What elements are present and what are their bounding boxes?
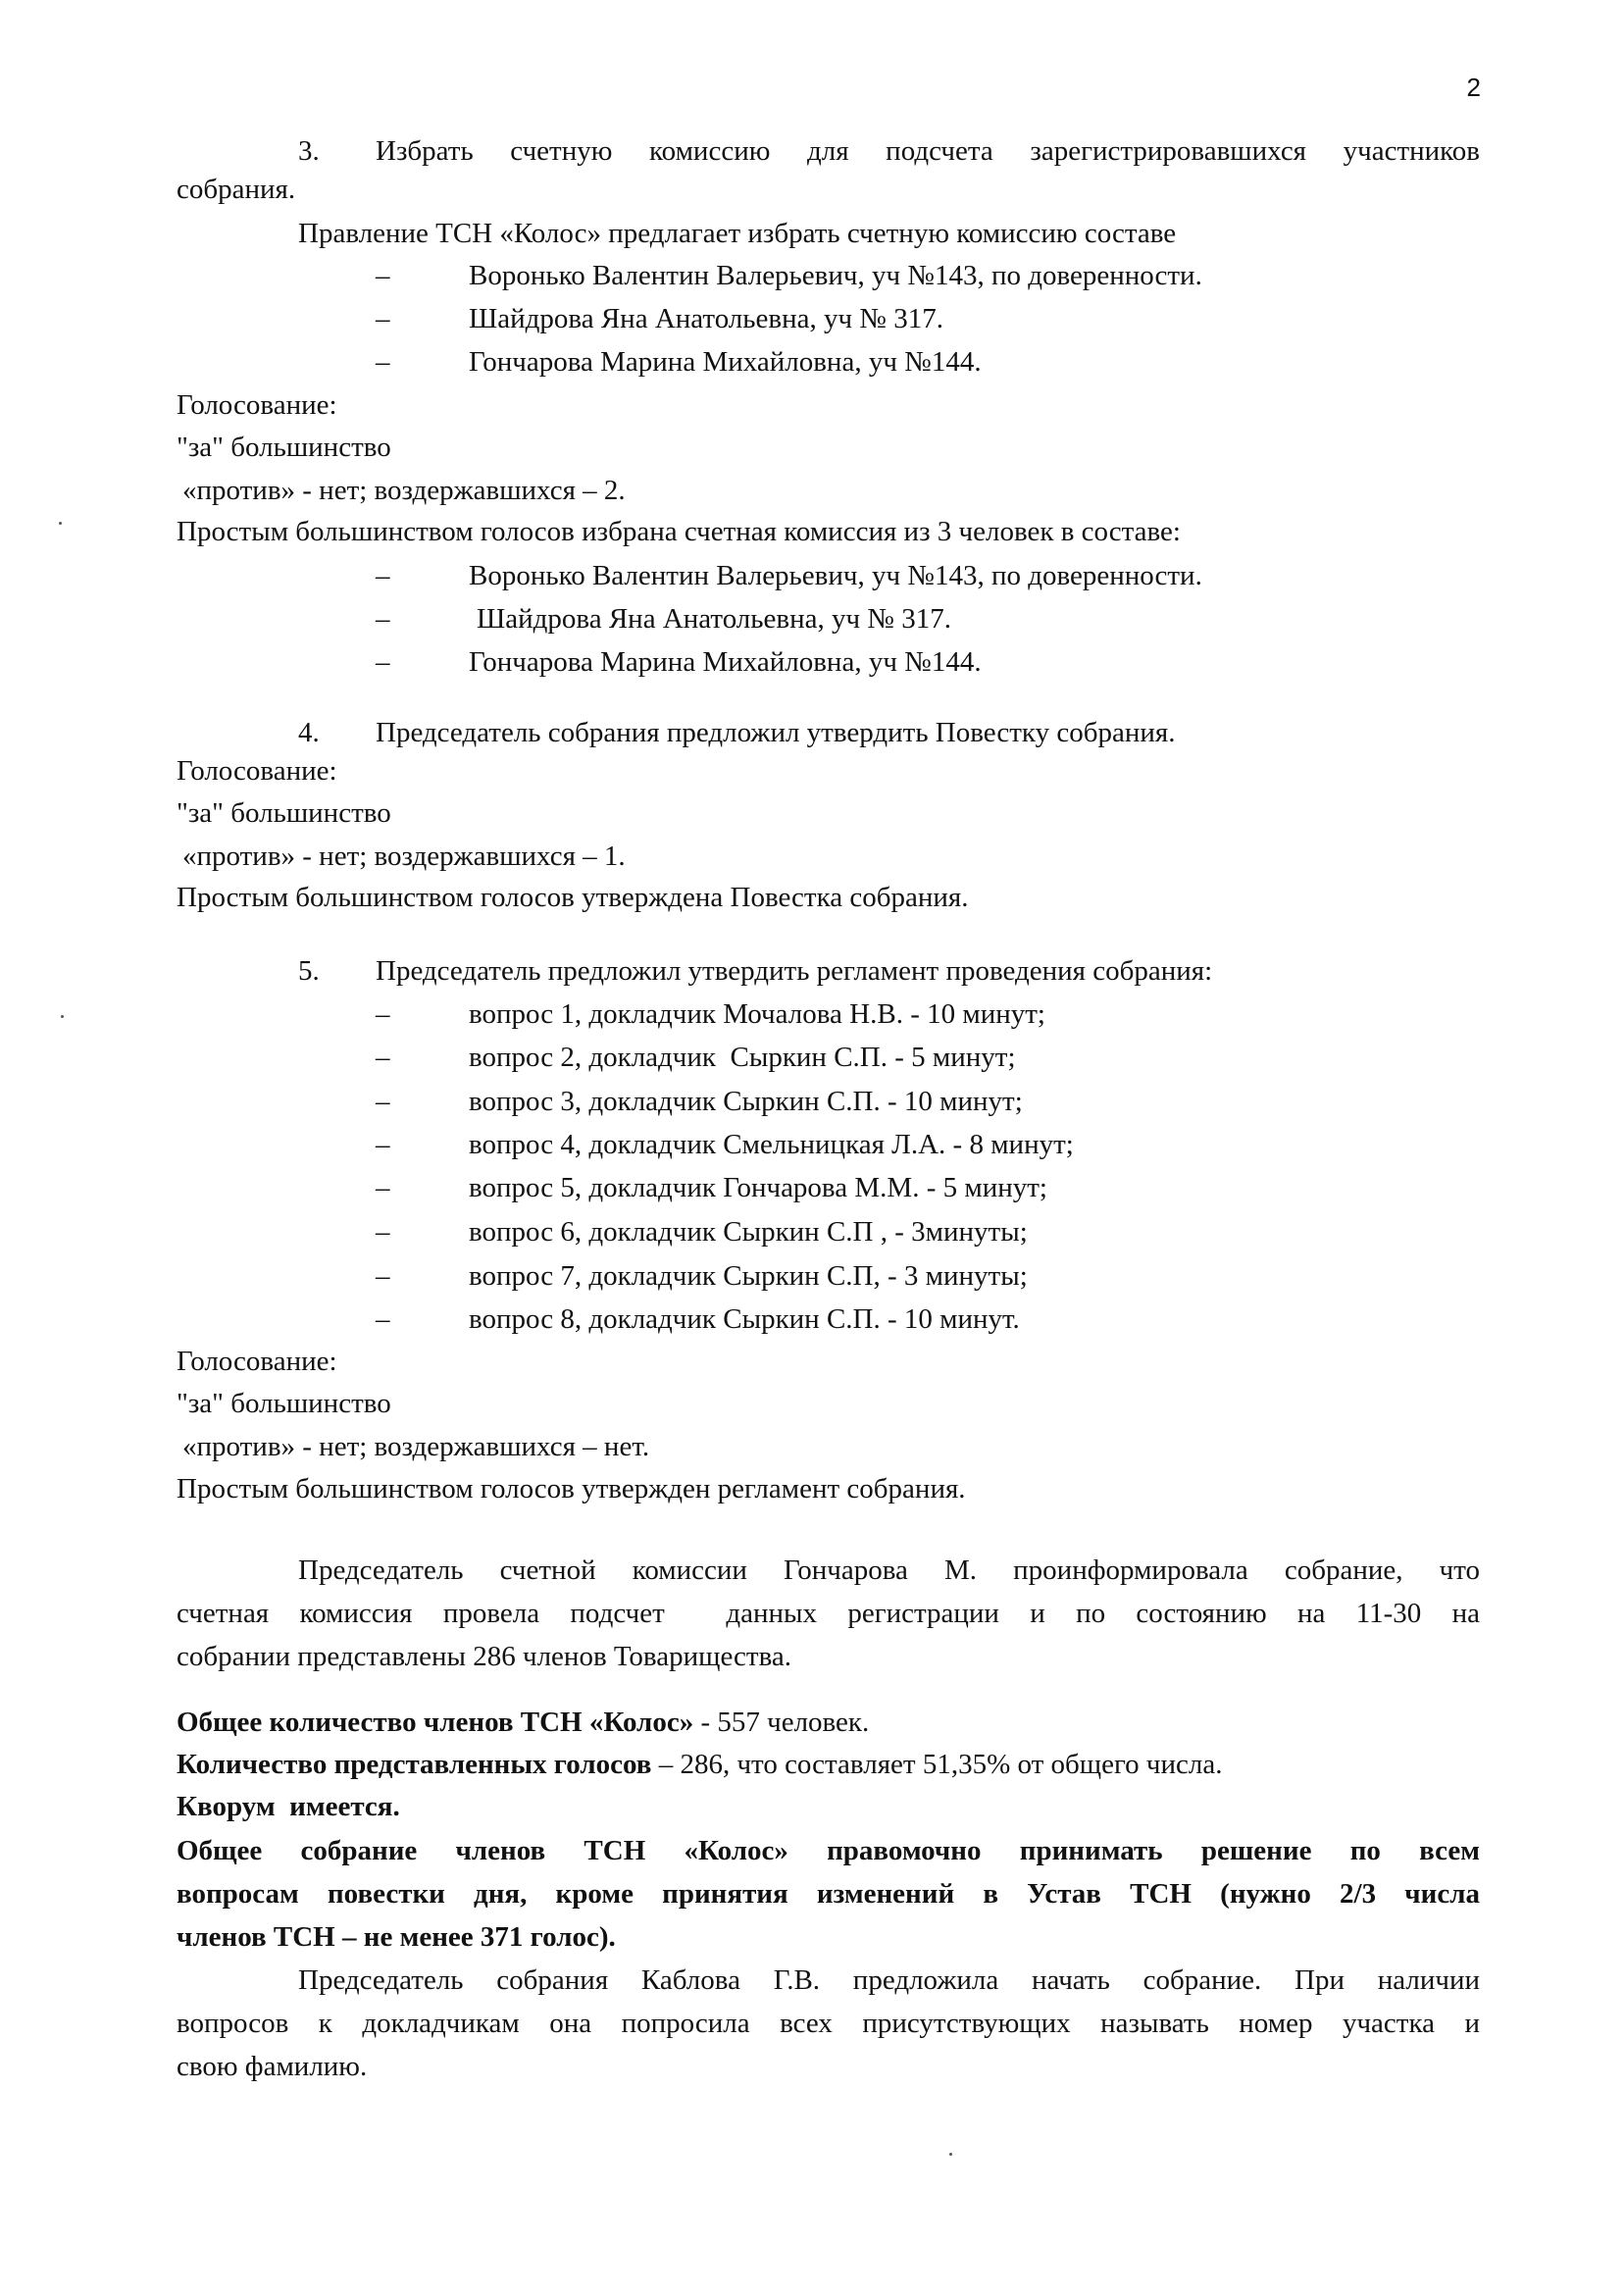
list-dash: – <box>376 303 390 334</box>
scan-speck <box>61 1015 64 1018</box>
item-3-vote-against: «против» - нет; воздержавшихся – 2. <box>182 475 626 506</box>
quorum-total <box>177 1706 869 1739</box>
list-dash: – <box>376 1260 390 1292</box>
list-dash: – <box>376 1086 390 1117</box>
list-dash: – <box>376 646 390 678</box>
competence-line-2: вопросам повестки дня, кроме принятия изменений в Устав ТСН (нужно 2/3 числа <box>177 1878 1480 1910</box>
item-4-vote-title: Голосование: <box>177 755 337 787</box>
item-5-text: Председатель предложил утвердить регламент проведения собрания: <box>376 955 1213 987</box>
opening-line-2: вопросов к докладчикам она попросила всех присутствующих называть номер участка и <box>177 2008 1480 2039</box>
elected-3: Гончарова Марина Михайловна, уч №144. <box>469 646 982 678</box>
schedule-item-8: вопрос 8, докладчик Сыркин С.П. - 10 минут. <box>469 1303 1020 1335</box>
schedule-item-5: вопрос 5, докладчик Гончарова М.М. - 5 минут; <box>469 1172 1047 1203</box>
item-4-vote-for: "за" большинство <box>177 797 391 829</box>
list-dash: – <box>376 1129 390 1160</box>
report-line-3: собрании представлены 286 членов Товарищества. <box>177 1641 792 1672</box>
item-3-proposal: Правление ТСН «Колос» предлагает избрать счетную комиссию составе <box>298 218 1177 249</box>
list-dash: – <box>376 1172 390 1203</box>
schedule-item-6: вопрос 6, докладчик Сыркин С.П , - 3минуты; <box>469 1216 1028 1248</box>
list-dash: – <box>376 1042 390 1073</box>
quorum-total-value: - 557 человек. <box>693 1707 870 1738</box>
elected-1: Воронько Валентин Валерьевич, уч №143, по доверенности. <box>469 560 1202 591</box>
quorum-present <box>177 1748 1223 1781</box>
item-3-line-2: собрания. <box>177 174 296 205</box>
competence-line-1: Общее собрание членов ТСН «Колос» правомочно принимать решение по всем <box>177 1835 1480 1866</box>
schedule-item-1: вопрос 1, докладчик Мочалова Н.В. - 10 минут; <box>469 998 1045 1030</box>
list-dash: – <box>376 998 390 1030</box>
page-number: 2 <box>1466 73 1481 102</box>
schedule-item-7: вопрос 7, докладчик Сыркин С.П, - 3 минуты; <box>469 1260 1028 1292</box>
scan-speck <box>949 2153 952 2156</box>
quorum-total-label: Общее количество членов ТСН «Колос» <box>177 1707 694 1738</box>
item-4-vote-against: «против» - нет; воздержавшихся – 1. <box>182 841 626 872</box>
candidate-1: Воронько Валентин Валерьевич, уч №143, по доверенности. <box>469 260 1202 291</box>
opening-line-1: Председатель собрания Каблова Г.В. предложила начать собрание. При наличии <box>298 1964 1480 1996</box>
item-4-result: Простым большинством голосов утверждена Повестка собрания. <box>177 882 969 913</box>
schedule-item-3: вопрос 3, докладчик Сыркин С.П. - 10 минут; <box>469 1086 1023 1117</box>
item-5-number: 5. <box>298 955 320 987</box>
opening-line-3: свою фамилию. <box>177 2051 368 2082</box>
scan-speck <box>59 522 62 525</box>
list-dash: – <box>376 603 390 635</box>
item-3-line-1: Избрать счетную комиссию для подсчета зарегистрировавшихся участников <box>376 135 1480 167</box>
item-5-vote-for: "за" большинство <box>177 1388 391 1419</box>
elected-2: Шайдрова Яна Анатольевна, уч № 317. <box>477 603 951 635</box>
item-3-vote-title: Голосование: <box>177 389 337 421</box>
quorum-status: Кворум имеется. <box>177 1791 400 1822</box>
quorum-present-label: Количество представленных голосов <box>177 1749 652 1780</box>
candidate-3: Гончарова Марина Михайловна, уч №144. <box>469 346 982 378</box>
list-dash: – <box>376 346 390 378</box>
report-line-2: счетная комиссия провела подсчет данных регистрации и по состоянию на 11-30 на <box>177 1598 1480 1629</box>
schedule-item-2: вопрос 2, докладчик Сыркин С.П. - 5 минут; <box>469 1042 1016 1073</box>
quorum-present-value: – 286, что составляет 51,35% от общего числа. <box>651 1749 1223 1780</box>
candidate-2: Шайдрова Яна Анатольевна, уч № 317. <box>469 303 943 334</box>
item-4-text: Председатель собрания предложил утвердить Повестку собрания. <box>376 717 1176 748</box>
schedule-item-4: вопрос 4, докладчик Смельницкая Л.А. - 8 минут; <box>469 1129 1074 1160</box>
list-dash: – <box>376 1303 390 1335</box>
report-line-1: Председатель счетной комиссии Гончарова М. проинформировала собрание, что <box>298 1555 1480 1586</box>
item-3-result: Простым большинством голосов избрана счетная комиссия из 3 человек в составе: <box>177 516 1181 547</box>
item-4-number: 4. <box>298 717 320 748</box>
list-dash: – <box>376 260 390 291</box>
item-3-number: 3. <box>298 135 320 167</box>
item-5-result: Простым большинством голосов утвержден регламент собрания. <box>177 1473 966 1504</box>
item-5-vote-title: Голосование: <box>177 1346 337 1377</box>
item-3-vote-for: "за" большинство <box>177 432 391 463</box>
item-5-vote-against: «против» - нет; воздержавшихся – нет. <box>182 1431 650 1462</box>
list-dash: – <box>376 560 390 591</box>
competence-line-3: членов ТСН – не менее 371 голос). <box>177 1921 616 1953</box>
list-dash: – <box>376 1216 390 1248</box>
